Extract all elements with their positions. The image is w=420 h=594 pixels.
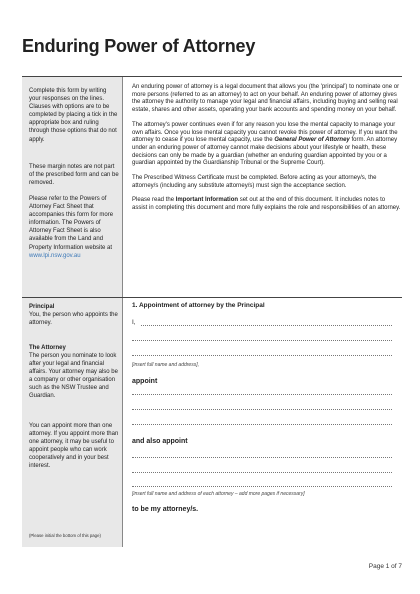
intro-paragraph-2: The attorney's power continues even if for any reason you lose the mental capacity to manage your own affairs. Once you lose mental capacity you cannot revoke this power of attorney. If you want the attorney to cease if you lose mental capacity, use the General Power of Attorney form. An attorney under an enduring power of attorney cannot make decisions about your lifestyle or health, these decisions can only be made by a guardian (whether an enduring guardian appointed by you or a guardian appointed by the Guardianship Tribunal or the Supreme Court). [132,121,398,167]
lpi-website-link[interactable]: www.lpi.nsw.gov.au [29,252,81,259]
principal-name-line-1[interactable] [141,325,392,326]
and-also-appoint-label: and also appoint [132,438,188,445]
attorney-2-line-3[interactable] [132,486,392,487]
attorney-1-line-3[interactable] [132,424,392,425]
sidebar-fact-sheet [29,195,119,260]
appoint-more-note: You can appoint more than one attorney. If you appoint more than one attorney, it may be useful to appoint people who can work cooperatively and in your best interest. [29,423,119,470]
principal-name-hint: [insert full name and address], [132,362,199,368]
principal-name-line-2[interactable] [132,340,392,341]
attorney-hint: [insert full name and address of each attorney – add more pages if necessary] [132,491,305,497]
attorney-heading: The Attorney [29,345,66,351]
page-number: Page 1 of 7 [368,563,402,570]
intro-paragraph-4: Please read the Important Information set out at the end of this document. It includes notes to assist in completing this document and more fully explains the role and responsibilities of an attorney. [132,197,401,212]
attorney-description: The person you nominate to look after your legal and financial affairs. Your attorney may also be a company or other organisation such as the NSW Trustee and Guardian. [29,353,118,400]
sidebar-margin-note: These margin notes are not part of the prescribed form and can be removed. [29,164,119,187]
attorney-1-line-1[interactable] [132,394,392,395]
section-divider [22,297,402,298]
principal-heading: Principal [29,304,55,310]
column-divider [122,77,123,547]
principal-description: You, the person who appoints the attorney. [29,312,118,327]
fact-sheet-text: Please refer to the Powers of Attorney Fact Sheet that accompanies this form for more information. The Powers of Attorney Fact Sheet is also available from the Land and Property Information website at [29,196,114,251]
principal-name-line-3[interactable] [132,355,392,356]
page-title: Enduring Power of Attorney [22,36,256,56]
appoint-label: appoint [132,378,158,385]
intro-body [132,84,402,220]
general-power-emphasis: General Power of Attorney [274,137,350,144]
initial-page-note: (Please initial the bottom of this page) [29,533,101,538]
intro-paragraph-3: The Prescribed Witness Certificate must be completed. Before acting as your attorney/s, the attorney/s (including any substitute attorney/s) must sign the acceptance section. [132,175,377,189]
section-1-title: 1. Appointment of attorney by the Principal [132,302,265,309]
to-be-attorney-label: to be my attorney/s. [132,506,199,513]
principal-name-prefix: I, [132,319,136,326]
important-information-emphasis: Important Information [175,197,239,204]
attorney-2-line-1[interactable] [132,457,392,458]
attorney-2-line-2[interactable] [132,472,392,473]
intro-paragraph-1: An enduring power of attorney is a legal document that allows you (the 'principal') to nominate one or more persons (referred to as an attorney) to act on your behalf. An enduring power of attorney gives the attorney the authority to manage your legal and financial affairs, including buying and selling real estate, shares and other assets, operating your bank accounts and spending money on your behalf. [132,84,400,114]
attorney-1-line-2[interactable] [132,409,392,410]
sidebar-intro: Complete this form by writing your responses on the lines. Clauses with options are to be completed by placing a tick in the appropriate box and ruling through those options that do not apply. [29,88,118,143]
